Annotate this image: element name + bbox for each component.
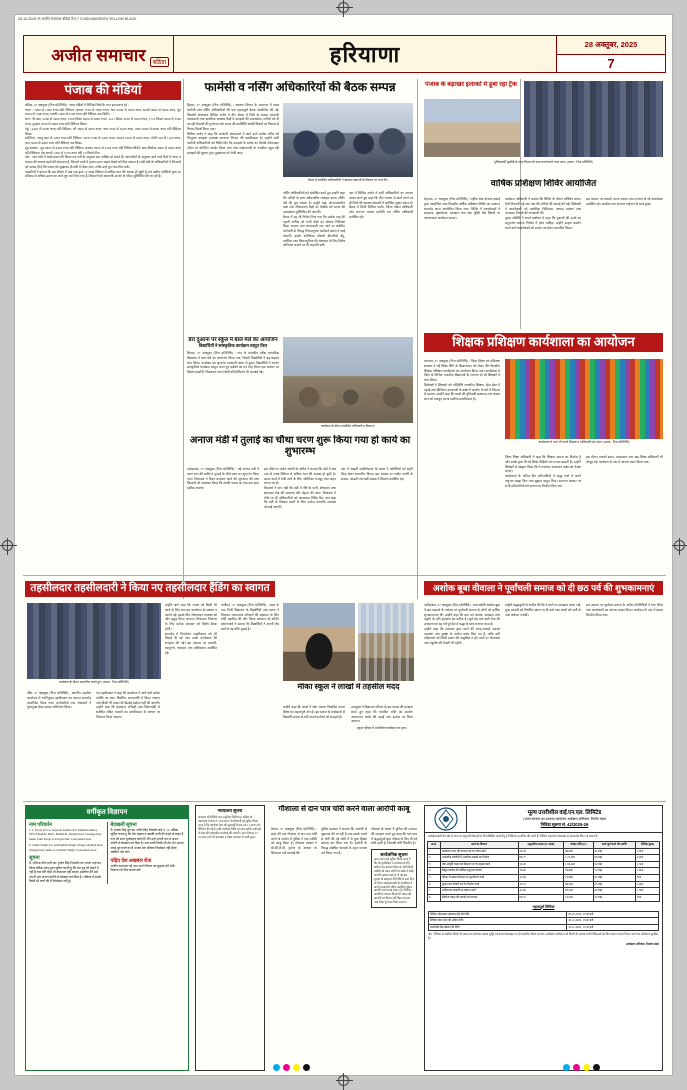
school-lakh-para: उन्होंने कहा कि बच्चों में सेवा भावना विकसित करना शिक्षा का महत्वपूर्ण अंग है। इस प्रकार के कार्यक्रमों से विद्यार्थी समाज के प्रति अपने कर्तव्यों को समझते हैं। xyxy=(283,705,345,719)
gaushala-para: गौशाला के प्रधान ने पुलिस की तत्परता की सराहना करते हुए कहा कि दान पात्र में श्रद्धालुओं द्वारा गौसेवा के लिए दी गई राशि रहती है, जिसकी चोरी निंदनीय है। xyxy=(371,827,417,846)
magenta-dot xyxy=(283,1064,290,1071)
cell-cost: 24.50 xyxy=(518,848,564,855)
classified-divider xyxy=(107,822,108,884)
classified-item: अजीत समाचार पढ़ें तथा अपने विचार एवं सुझाव हमें भेजें। विज्ञापन के लिए संपर्क करें। xyxy=(110,863,176,873)
cell-period: 02 माह xyxy=(593,894,635,901)
cell-sr: 3 xyxy=(428,861,441,868)
cell-work: सीवरेज लाइन की सफाई एवं मरम्मत xyxy=(440,894,518,901)
workshop-text-3 xyxy=(586,455,663,571)
ashok-headline: अशोक बूबा वीवाला ने पूर्वांचली समाज को दी छठ पर्व की शुभकामनाएं xyxy=(424,581,663,595)
classified-subhead: नाम परिवर्तन xyxy=(29,823,52,828)
pharmacy-para: अंत में सिविल सर्जन ने सभी अधिकारियों का आभार व्यक्त करते हुए कहा कि टीम भावना से कार्य करने पर ही जिले की स्वास्थ्य सेवाओं में अपेक्षित सुधार संभव है। बैठक में डिप्टी सिविल सर्जन, जिला नोडल अधिकारी तथा लगभग पचास फार्मेसी एवं नर्सिंग अधिकारी उपस्थित रहे। xyxy=(349,191,413,219)
tehsildar-headline: तहसीलदार तहसीलदारी ने किया नए तहसीलदार हैंडिंग का स्वागत xyxy=(25,581,275,597)
yellow-dot xyxy=(293,1064,300,1071)
ashok-text-1 xyxy=(424,603,500,793)
mandi-para: गुड़-शक्कर : गुड़ 3800 से 4200 रुपए प्रति क्विंटल, शक्कर 3900 से 4100 रुपए प्रति क्विंटल बिकी। खल-बिनौला 2600 से 2900 रुपए प्रति क्विंटल। तेल सरसों 1450 से 1550 रुपए प्रति 15 किलो टीन। xyxy=(25,145,181,155)
school-lakh-headline: मीका स्कूल ने लाखों में तहसील मदद xyxy=(297,683,400,691)
table-row xyxy=(428,848,660,855)
anaj-para: किसानों ने मांग रखी कि मंडी में पीने के पानी, शौचालय तथा छायादार शेड की व्यवस्था और बेहतर की जाए। विधायक ने मौके पर ही अधिकारियों को आवश्यक निर्देश दिए तथा कहा कि मंडी के विकास कार्यों के लिए पर्याप्त धनराशि उपलब्ध करवाई जाएगी। xyxy=(264,486,336,510)
cell-sr: 8 xyxy=(428,894,441,901)
classified-subhead: पढ़िए देश अखबार रोज xyxy=(110,858,152,864)
cell-period: 04 माह xyxy=(593,888,635,895)
tender-dates-title: महत्वपूर्ण तिथियां xyxy=(532,904,555,909)
mandi-lead: बठिंडा, 27 अक्तूबर (निज प्रतिनिधि) : आज मंडियों में विभिन्न जिंसों के भाव इस प्रकार रहे : xyxy=(25,102,129,107)
anaj-para: अंत में आढ़ती एसोसिएशन के प्रधान ने अतिथियों को स्मृति चिन्ह देकर सम्मानित किया। इस अवसर पर मार्केट कमेटी के सदस्य, आढ़ती तथा बड़ी संख्या में किसान उपस्थित रहे। xyxy=(341,467,413,481)
page-number: 7 xyxy=(607,56,615,71)
table-row xyxy=(428,868,660,875)
school-fair-headline: डेरा दुआना पर स्कूल में बाल मेले का आयोजन xyxy=(188,337,278,343)
cyan-dot xyxy=(563,1064,570,1071)
anaj-text-2 xyxy=(264,467,336,571)
pharmacy-photo-caption-wrap xyxy=(283,178,413,182)
story-teacher-workshop xyxy=(424,333,663,352)
table-row xyxy=(428,861,660,868)
tender-intro: अधोहस्ताक्षरी की ओर से पात्र एवं अनुभवी ठेकेदारों से निम्नलिखित कार्यों हेतु ई-निविदाएं आमंत्रित की जाती हैं। निविदा दस्तावेज वेबसाइट से डाउनलोड किए जा सकते हैं। xyxy=(428,834,599,838)
classified-section xyxy=(25,805,189,1071)
cell-sr: 2 xyxy=(428,855,441,862)
workshop-headline: शिक्षक प्रशिक्षण कार्यशाला का आयोजन xyxy=(424,333,663,352)
cell-period: 03 माह xyxy=(593,848,635,855)
cell-sr: 1 xyxy=(428,848,441,855)
mandi-para: आढ़तियों ने बताया कि इस सीजन में अब तक कुल 12 लाख क्विंटल से अधिक धान की आवक हो चुकी है तथा खरीद एजेंसियों द्वारा 95 प्रतिशत से अधिक उठान का कार्य पूरा कर लिया गया है। किसानों को अदायगी 48 घंटे के भीतर सुनिश्चित की जा रही है। xyxy=(25,169,181,179)
cell-emd: 83,200 xyxy=(564,888,593,895)
notice-body: आम जनता को सूचित किया जाता है कि मेरे मुवक्किल ने उपरोक्त संपत्ति खरीदने का इकरार किया है। यदि किसी व्यक्ति को उक्त संपत्ति के संबंध में कोई आपत्ति अथवा दावा है तो वह इस सूचना के प्रकाशन की तिथि से सात दिन के भीतर अधोहस्ताक्षरी के कार्यालय में अपने दस्तावेजों सहित उपस्थित होकर आपत्ति दर्ज करवा सकता है। निश्चित अवधि के पश्चात किसी भी प्रकार की आपत्ति पर विचार नहीं किया जाएगा तथा सौदा पूर्ण कर दिया जाएगा। xyxy=(374,857,414,905)
anaj-text-3 xyxy=(341,467,413,571)
tender-notice xyxy=(424,805,663,1071)
school-fair-para: सिरसा, 27 अक्तूबर (निज प्रतिनिधि) : गांव के राजकीय वरिष्ठ माध्यमिक विद्यालय में बाल मेले का आयोजन किया गया, जिसमें विद्यार्थियों ने बढ़-चढ़कर भाग लिया। कार्यक्रम का शुभारंभ सरस्वती वंदना से हुआ। विद्यार्थियों ने रंगारंग सांस्कृतिक कार्यक्रम प्रस्तुत करते हुए दर्शकों का मन मोह लिया। इस अवसर पर विज्ञान प्रदर्शनी, चित्रकला तथा रंगोली प्रतियोगिताएं भी करवाई गईं। xyxy=(187,350,279,375)
edition-date: 28 अक्तूबर, 2025 xyxy=(557,36,665,55)
tender-nit-number: निविदा सूचना सं. 42/2025-26 xyxy=(540,822,589,827)
pharmacy-photo-caption: बैठक में उपस्थित अधिकारियों ने स्वास्थ्य सेवाओं के विस्तार पर चर्चा की। xyxy=(307,178,389,182)
anaj-text-1 xyxy=(187,467,259,571)
notice-title: न्यायालय सूचना xyxy=(217,808,243,813)
date-value: 19-11-2025, 11:30 बजे xyxy=(567,924,659,931)
pharmacy-text-left xyxy=(187,103,279,333)
mandi-para: सब्जियां : आलू 800 से 1200 रुपए प्रति क्विंटल, प्याज 1500 से 2200 रुपए, टमाटर 1000 से 1800 रुपए, गोभी 700 से 1100 रुपए, मटर 3000 से 4000 रुपए प्रति क्विंटल तक बिका। xyxy=(25,136,181,146)
registration-mark-left xyxy=(2,540,13,551)
anaj-mandi-photo xyxy=(283,337,413,423)
workshop-para: कार्यशाला के अंतिम दिन प्रतिभागियों ने समूह चर्चा में अपने अनुभव साझा किए तथा सुझाव प्रस्तुत किए। समापन अवसर पर सभी प्रतिभागियों को प्रमाण पत्र वितरित किए गए। xyxy=(505,474,581,488)
cell-period: 04 माह xyxy=(593,861,635,868)
cell-cost: 09.75 xyxy=(518,894,564,901)
masthead xyxy=(23,35,666,73)
date-label: निविदा जमा करने की अंतिम तिथि xyxy=(429,918,567,925)
cell-emd: 19,500 xyxy=(564,894,593,901)
cell-fee: 2,000 xyxy=(635,855,659,862)
section-rule xyxy=(23,801,666,802)
cell-period: 06 माह xyxy=(593,855,635,862)
gaushala-para: कैथल, 27 अक्तूबर (निज प्रतिनिधि) : शहर की एक गौशाला से दान पात्र चोरी करने के आरोप में पुलिस ने एक व्यक्ति को काबू किया है। गौशाला प्रबंधन ने सी.सी.टी.वी. फुटेज के आधार पर शिकायत दर्ज करवाई थी। xyxy=(271,827,317,855)
tehsildar-caption-wrap xyxy=(27,680,161,684)
training-para: कार्यक्रम अधिकारी ने बताया कि शिविर के दौरान प्रतिदिन प्रभात फेरी निकाली गई तथा गांव की गलियों की सफाई की गई। विशेषज्ञों ने स्वयंसेवकों को प्राथमिक चिकित्सा, आपदा प्रबंधन तथा यातायात नियमों की जानकारी दी। xyxy=(505,197,581,216)
mandi-para: नोट : भाव मंडी में आई फसल की किस्म एवं नमी के अनुसार कम अधिक हो सकते हैं। व्यापारियों के अनुसार आने वाले दिनों में नरमा व कपास की आवक बढ़ने की संभावना है, जिससे भावों में हल्का उतार-चढ़ाव देखने को मिल सकता है। मंडी बोर्ड के अधिकारियों ने किसानों को सलाह दी है कि फसल को सुखाकर ही मंडी में लेकर आएं, ताकि उन्हें पूरा भाव मिल सके। xyxy=(25,155,181,169)
tender-col-cost: अनुमानित लागत (रु. लाख) xyxy=(518,841,564,848)
tehsildar-photo xyxy=(27,603,161,679)
notice-column-2 xyxy=(371,827,417,1067)
story-training-report xyxy=(424,179,663,189)
date-label: तकनीकी बिड खोलने की तिथि xyxy=(429,924,567,931)
training-para: इस अवसर पर प्राचार्य, स्टाफ सदस्य तथा लगभग दो सौ स्वयंसेवक उपस्थित रहे। कार्यक्रम का समापन राष्ट्रगान के साथ हुआ। xyxy=(586,197,663,206)
tender-table xyxy=(427,841,660,902)
classified-subhead: सूचना xyxy=(29,856,40,862)
yellow-dot xyxy=(583,1064,590,1071)
black-dot xyxy=(593,1064,600,1071)
tender-org: मूल्य उत्तरीशील वाई.एन.एल. लिमिटेड xyxy=(527,810,602,816)
tehsildar-text-1 xyxy=(27,691,91,791)
cell-fee: 1,500 xyxy=(635,861,659,868)
cell-work: विद्युत उपकेंद्र की वार्षिक अनुरक्षण सेवाएं xyxy=(440,868,518,875)
ashok-para: फरीदाबाद, 27 अक्तूबर (निज प्रतिनिधि) : समाजसेवी अशोक बूबा ने छठ महापर्व के अवसर पर पूर्वांचली समाज के लोगों को हार्दिक शुभकामनाएं दीं। उन्होंने कहा कि छठ पर्व आस्था, स्वच्छता तथा प्रकृति के प्रति कृतज्ञता का प्रतीक है। सूर्य देव तथा छठी मैया की उपासना का यह पर्व पूरे देश में श्रद्धा के साथ मनाया जाता है। xyxy=(424,603,500,627)
anaj-headline: अनाज मंडी में तुलाई का चौथा चरण शुरू किया गया हो कार्य का शुभारम्भ xyxy=(189,435,411,457)
date-value: 18-11-2025, 15:00 बजे xyxy=(567,918,659,925)
table-row xyxy=(428,894,660,901)
cell-sr: 5 xyxy=(428,875,441,882)
gaushala-text-1 xyxy=(271,827,317,1067)
ashok-para: उन्होंने कहा कि प्रशासन द्वारा घाटों की साफ-सफाई, प्रकाश व्यवस्था तथा सुरक्षा के पर्याप्त प्रबंध किए गए हैं, ताकि व्रती महिलाओं को किसी प्रकार की असुविधा न हो। घाटों पर गोताखोर तथा एंबुलेंस की तैनाती भी रहेगी। xyxy=(424,626,500,646)
registration-mark-right xyxy=(674,540,685,551)
classified-item: 1. I, Pooja W/o Lovepreet Kumar R/o Mukh Kamboj, VPO Ghudda, Distt. Bathinda, Punjab have Changed my name from Pooja to Poojawanti. Concerned note. xyxy=(29,828,102,841)
notice-column-1 xyxy=(195,805,265,1071)
bridge-photo-secondary xyxy=(424,99,520,157)
edition-city-badge: बठिंडा xyxy=(150,57,169,67)
cell-sr: 4 xyxy=(428,868,441,875)
training-headline: वार्षिक प्रशिक्षण शिविर आयोजित xyxy=(490,179,597,188)
pharmacy-para: सिविल सर्जन ने कहा कि सरकारी अस्पतालों में आने वाले प्रत्येक मरीज को निःशुल्क दवाइयां उपलब्ध करवाना विभाग की प्राथमिकता है। उन्होंने सभी फार्मेसी अधिकारियों को निर्देश दिए कि दवाइयों के स्टॉक का रिकॉर्ड ऑनलाइन पोर्टल पर प्रतिदिन अपडेट किया जाए तथा एक्सपायरी के नजदीक पहुंच रही दवाइयों की सूचना तुरंत मुख्यालय को भेजी जाए। xyxy=(187,131,279,155)
tehsildar-para: उन्होंने आगे कहा कि जनता को किसी भी कार्य के लिए बार-बार कार्यालय के चक्कर न काटने पड़ें, इसके लिए ऑनलाइन व्यवस्था को और सुदृढ़ किया जाएगा। शिकायत निवारण के लिए प्रत्येक सोमवार को विशेष बैठक होगी। xyxy=(165,603,217,631)
section-rule xyxy=(23,575,666,576)
cell-work: परिसर में उद्यान विकास एवं वृक्षारोपण कार्य xyxy=(440,875,518,882)
school-lakh-para: पानीपत, 27 अक्तूबर (निज प्रतिनिधि) : शहर के एक निजी विद्यालय के विद्यार्थियों तथा स्टाफ ने मिलकर जरूरतमंद परिवारों की सहायता के लिए राशि एकत्रित की और जिला प्रशासन को सौंपी। प्रधानाचार्य ने बताया कि विद्यार्थियों ने अपनी जेब खर्च से यह राशि जुटाई है। xyxy=(221,603,279,631)
cell-emd: 1,73,500 xyxy=(564,855,593,862)
school-lakh-text-2 xyxy=(283,705,345,795)
tender-dates-table xyxy=(428,911,659,932)
cell-fee: 1,000 xyxy=(635,881,659,888)
notice-body: अदालत श्री सिविल जज (जूनियर डिवीजन), बठिंडा के न्यायालय में केस नं. 745/2025 में प्रतिवादी को सूचित किया जाता है कि उपरोक्त केस की सुनवाई दिनांक 20-11-2025 को निश्चित की गई है। यदि उपरोक्त तिथि पर आप हाजिर नहीं होते तो केस की एकपक्षीय कार्रवाई की जाएगी। आज दिनांक 27-10-2025 को मेरे हस्ताक्षर व मोहर अदालत से जारी हुआ। xyxy=(198,815,262,839)
cell-period: 12 माह xyxy=(593,868,635,875)
tender-subtitle: (भारत सरकार का उपक्रम) कार्यालय अधीक्षण अभियंता, निर्माण मंडल xyxy=(523,817,606,821)
cell-fee: 500 xyxy=(635,894,659,901)
classified-item: 2. Jatina Singh S/o Gurbakhsh Singh village Ghudda have changed my name to Jatinder Singh. Concerned note. xyxy=(29,843,104,852)
printer-info-text: 28-10-2025 ॐ अजीत समाचार बठिंडा पेज 7 CYAN MAGENTA YELLOW BLACK xyxy=(18,17,137,21)
story-mandi xyxy=(25,81,181,179)
bridge-caption-wrap xyxy=(424,160,663,164)
workshop-para: इस दौरान प्राचार्य डायट, व्याख्याता तथा खंड शिक्षा अधिकारी भी मौजूद रहे। कार्यक्रम के अंत में आभार प्रकट किया गया। xyxy=(586,455,663,464)
cell-work: अग्निशमन प्रणाली का उन्नयन कार्य xyxy=(440,888,518,895)
tender-col-fee: निविदा शुल्क xyxy=(635,841,659,848)
tehsildar-text-3 xyxy=(165,603,217,791)
workshop-caption-wrap xyxy=(505,440,663,444)
masthead-section xyxy=(174,36,557,72)
ashok-para: उन्होंने श्रद्धालुओं से अपील की कि वे घाटों पर स्वच्छता बनाए रखें, पूजा सामग्री को निर्धारित स्थान पर ही डालें तथा बच्चों को पानी के पास अकेला न छोड़ें। xyxy=(505,603,581,617)
training-para: रोहतक, 27 अक्तूबर (निज प्रतिनिधि) : राष्ट्रीय सेवा योजना इकाई द्वारा आयोजित सात दिवसीय वार्षिक प्रशिक्षण शिविर का समापन समारोह आज आयोजित किया गया। शिविर में स्वयंसेवकों ने स्वच्छता, वृक्षारोपण, रक्तदान तथा नशा मुक्ति जैसे विषयों पर जागरूकता कार्यक्रम चलाए। xyxy=(424,197,500,221)
tehsildar-text-2 xyxy=(96,691,160,791)
table-row xyxy=(428,888,660,895)
story-gaushala xyxy=(271,805,417,813)
classified-header: वर्गीकृत विज्ञापन xyxy=(26,806,188,819)
color-registration-bars xyxy=(15,1064,672,1072)
workshop-text-1 xyxy=(424,359,500,569)
cell-cost: 12.90 xyxy=(518,875,564,882)
cell-cost: 86.75 xyxy=(518,855,564,862)
mandi-para: धान : पी.आर. 2200 से 2400 रुपए, 1509 किस्म 2600 से 2900 रुपए, 1121 किस्म 3100 से 3500 रुपए, 1718 किस्म 3000 से 3300 रुपए, मुच्छल 2500 से 2800 रुपए प्रति क्विंटल बिका। xyxy=(25,117,181,126)
magenta-dot xyxy=(573,1064,580,1071)
school-lakh-photo xyxy=(283,603,355,681)
tehsildar-para: नए तहसीलदार ने कहा कि कार्यालय में आने वाले प्रत्येक व्यक्ति का काम निर्धारित समयावधि में किया जाएगा तथा किसी भी प्रकार की ढिलाई बर्दाश्त नहीं की जाएगी। उन्होंने कहा कि इंतकाल, रजिस्ट्री तथा निशानदेही से संबंधित लंबित मामलों का प्राथमिकता के आधार पर निपटारा किया जाएगा। xyxy=(96,691,160,719)
school-lakh-text-1 xyxy=(221,603,279,763)
story-tehsildar xyxy=(25,581,275,597)
anaj-para: फतेहाबाद, 27 अक्तूबर (निज प्रतिनिधि) : नई अनाज मंडी में आज धान की खरीद व तुलाई के चौथे चरण का शुभारंभ किया गया। विधायक ने रिबन काटकर कार्य की शुरुआत की तथा किसानों को आश्वस्त किया कि उनकी फसल का एक-एक दाना खरीदा जाएगा। xyxy=(187,467,259,491)
cell-cost: 41.60 xyxy=(518,888,564,895)
cyan-dot xyxy=(273,1064,280,1071)
registration-mark-top xyxy=(338,2,349,13)
cell-emd: 49,000 xyxy=(564,848,593,855)
cell-emd: 36,800 xyxy=(564,868,593,875)
tender-col-sr: क्र.सं. xyxy=(428,841,441,848)
training-para: मुख्य अतिथि ने अपने संबोधन में कहा कि युवाओं की ऊर्जा का सदुपयोग समाज निर्माण में होना चाहिए। उन्होंने उत्कृष्ट प्रदर्शन करने वाले स्वयंसेवकों को प्रमाण पत्र देकर सम्मानित किया। xyxy=(505,216,581,230)
mandi-headline: पंजाब की मंडियां xyxy=(25,81,181,100)
bridge-headline: पंजाब के बड़ाखर इलाकों में डूबा रहा ट्रैक xyxy=(425,81,517,88)
column-rule xyxy=(417,79,418,599)
anaj-para: इस मौके पर मार्केट कमेटी के सचिव ने बताया कि मंडी में अब तक दो लाख क्विंटल से अधिक धान की आवक हो चुकी है। उठान कार्य में तेजी लाने के लिए अतिरिक्त मजदूर तथा वाहन लगाए गए हैं। xyxy=(264,467,336,486)
mandi-para: नरमा : 7000 से 7400 रुपए प्रति क्विंटल, कपास 7100 से 7600 रुपए, ग्वार 4500 से 5000 रुपए, सरसों 5800 से 6300 रुपए, मूंग 6500 से 7200 रुपए, मक्की 1900 से 2100 रुपए प्रति क्विंटल तक बिकी। xyxy=(25,107,181,117)
story-pharmacy xyxy=(187,81,413,94)
workshop-para: विशेषज्ञों ने शिक्षकों को गतिविधि आधारित शिक्षण, खेल-खेल में पढ़ाई तथा डिजिटल उपकरणों के कक्षा में उपयोग के बारे में विस्तार से बताया। उन्होंने कहा कि बच्चों की बुनियादी साक्षरता तथा संख्या ज्ञान को मजबूत करना सर्वोच्च प्राथमिकता है। xyxy=(424,382,500,402)
date-value: 29-10-2025, 11:00 बजे xyxy=(567,911,659,918)
anaj-caption-wrap xyxy=(283,424,413,428)
story-school-fair xyxy=(187,337,279,375)
tehsildar-para: जींद, 27 अक्तूबर (निज प्रतिनिधि) : स्थानीय तहसील कार्यालय में नवनियुक्त तहसीलदार का स्वागत समारोह आयोजित किया गया। कर्मचारियों तथा नंबरदारों ने पुष्पगुच्छ देकर उनका अभिनंदन किया। xyxy=(27,691,91,710)
bridge-photo xyxy=(524,81,663,157)
table-row xyxy=(429,911,659,918)
cell-sr: 7 xyxy=(428,888,441,895)
tender-table-header-row xyxy=(428,841,660,848)
masthead-logo-area xyxy=(24,36,174,72)
classified-item: मैं, राजिन्द्र कौर पत्नी स्व. गुरदेव सिंह निवासी गांव भगता भाई का, जिला बठिंडा एतद् द्वारा सूचित करती हूं कि मेरा पुत्र मेरे कहने में नहीं है तथा मेरी कोई भी देखभाल नहीं करता। इसलिए मैंने उसे अपनी चल-अचल संपत्ति से बेदखल कर दिया है। भविष्य में उसके किसी भी कार्य की मैं जिम्मेदार नहीं हूं। xyxy=(29,861,102,884)
street-photo xyxy=(358,603,414,681)
table-row xyxy=(428,875,660,882)
ashok-text-3 xyxy=(586,603,663,793)
school-lakh-caption: स्कूल परिसर में आयोजित कार्यक्रम का दृश्य। xyxy=(357,726,407,731)
pharmacy-text-right xyxy=(349,191,413,331)
table-row xyxy=(429,918,659,925)
cell-emd: 1,04,400 xyxy=(564,861,593,868)
cell-fee: 1,000 xyxy=(635,848,659,855)
tehsildar-para: समारोह में निवर्तमान तहसीलदार को भी विदाई दी गई तथा उनके कार्यकाल की सराहना की गई। इस अवसर पर पटवारी, कानूनगो, नंबरदार तथा अधिवक्ता उपस्थित रहे। xyxy=(165,631,217,655)
ashok-text-2 xyxy=(505,603,581,793)
mandi-para: गेहूं : 2425 से 2600 रुपए प्रति क्विंटल, जौ 1800 से 2000 रुपए, चना 5500 से 6100 रुपए, मसर 6200 से 6800 रुपए प्रति क्विंटल बिका। xyxy=(25,126,181,136)
masthead-date-area xyxy=(557,36,665,72)
school-fair-subhead: विद्यार्थियों ने सांस्कृतिक कार्यक्रम प्रस्तुत किए xyxy=(198,343,268,349)
gaushala-para: पुलिस प्रवक्ता ने बताया कि आरोपी से पूछताछ की जा रही है तथा उसके कब्जे से चोरी की गई राशि में से कुछ हिस्सा बरामद कर लिया गया है। आरोपी के विरुद्ध संबंधित धाराओं के तहत मामला दर्ज किया गया है। xyxy=(321,827,367,855)
classified-item: मैं, हरबंस सिंह पुत्र स्व. जगीर सिंह निवासी वार्ड नं. 12, बठिंडा सूचित करता हूं कि मेरा लड़का व उसकी पत्नी मेरे कहने से बाहर हैं तथा मेरे साथ दुर्व्यवहार करते हैं। मैंने उन्हें अपनी चल व अचल संपत्ति से बेदखल कर दिया है। अब उनके किसी भी लेन-देन अथवा अच्छे-बुरे कार्य का मैं अथवा मेरा परिवार जिम्मेदार नहीं होगा। संबंधित नोट करें। xyxy=(110,828,184,855)
pharmacy-headline: फार्मेसी व नर्सिंग अधिकारियों की बैठक सम्पन्न xyxy=(204,81,396,94)
newspaper-logo: अजीत समाचार xyxy=(51,45,146,65)
cell-work: कार्यालय भवन की मरम्मत एवं रंग-रोगन कार्य xyxy=(440,848,518,855)
tender-col-period: कार्य पूर्ण करने की अवधि xyxy=(593,841,635,848)
cell-cost: 52.20 xyxy=(518,861,564,868)
table-row xyxy=(429,924,659,931)
cell-cost: 18.40 xyxy=(518,868,564,875)
anaj-photo-caption: कार्यक्रम के दौरान उपस्थित अधिकारी व किसान। xyxy=(320,424,376,428)
tender-col-work: कार्य का विवरण xyxy=(440,841,518,848)
cell-fee: 500 xyxy=(635,875,659,882)
pharmacy-para: नर्सिंग अधिकारियों को संबोधित करते हुए उन्होंने कहा कि मरीजों के साथ संवेदनशील व्यवहार करना नर्सिंग पेशे की मूल भावना है। प्रसूति वार्ड, आपातकालीन कक्ष तथा टीकाकरण केंद्रों पर चौबीस घंटे स्टाफ की उपलब्धता सुनिश्चित की जाएगी। xyxy=(283,191,345,215)
tender-logo-icon xyxy=(425,806,467,832)
pharmacy-para: बैठक में यह भी निर्णय लिया गया कि प्रत्येक माह की पहली तारीख को सभी केंद्रों का औचक निरीक्षण किया जाएगा तथा लापरवाही पाए जाने पर संबंधित कर्मचारी के विरुद्ध नियमानुसार कार्रवाई अमल में लाई जाएगी। इसके अतिरिक्त मौसमी बीमारियों डेंगू, मलेरिया तथा चिकनगुनिया की रोकथाम के लिए विशेष अभियान चलाने पर भी सहमति बनी। xyxy=(283,214,345,248)
table-row xyxy=(428,855,660,862)
workshop-para: करनाल, 27 अक्तूबर (निज प्रतिनिधि) : जिला शिक्षा एवं प्रशिक्षण संस्थान में नई शिक्षा नीति के क्रियान्वयन को लेकर तीन दिवसीय शिक्षक प्रशिक्षण कार्यशाला का आयोजन किया गया। कार्यशाला में जिले के विभिन्न राजकीय विद्यालयों के लगभग दो सौ शिक्षकों ने भाग लिया। xyxy=(424,359,500,383)
ashok-para: इस अवसर पर पूर्वांचल समाज के अनेक प्रतिनिधियों ने भाग लिया तथा आयोजकों का आभार व्यक्त किया। कार्यक्रम के अंत में प्रसाद वितरित किया गया। xyxy=(586,603,663,617)
cell-work: जल आपूर्ति लाइन का विस्तार एवं पंप हाउस कार्य xyxy=(440,861,518,868)
newspaper-page xyxy=(14,14,673,1076)
registration-mark-bottom xyxy=(338,1075,349,1086)
pharmacy-photo xyxy=(283,103,413,177)
school-lakh-text-3 xyxy=(351,705,413,795)
training-text-1 xyxy=(424,197,500,327)
tender-signature: अधीक्षण अभियंता, निर्माण मंडल xyxy=(625,942,659,947)
workshop-text-2 xyxy=(505,455,581,571)
cell-work: सुरक्षा चार दीवारी एवं गेट निर्माण कार्य xyxy=(440,881,518,888)
workshop-photo-caption: कार्यशाला में भाग लेने वाले शिक्षक व अधिकारी एक साथ। (छाया : निज प्रतिनिधि) xyxy=(538,440,630,444)
pharmacy-text-mid xyxy=(283,191,345,331)
cell-fee: 1,500 xyxy=(635,888,659,895)
tehsildar-photo-caption: कार्यक्रम के दौरान सम्मानित करते हुए। (छाया : निज प्रतिनिधि) xyxy=(59,680,129,684)
workshop-para: जिला शिक्षा अधिकारी ने कहा कि शिक्षक समाज का निर्माता है और उसके द्वारा दी गई शिक्षा पीढ़ियों तक प्रभाव डालती है। उन्होंने शिक्षकों से आह्वान किया कि वे नवाचार अपनाकर कक्षा को रोचक बनाएं। xyxy=(505,455,581,474)
gaushala-text-2 xyxy=(321,827,367,1067)
pharmacy-para: हिसार, 27 अक्तूबर (निज प्रतिनिधि) : स्वास्थ्य विभाग के सभागार में आज फार्मेसी तथा नर्सिंग अधिकारियों की एक महत्वपूर्ण बैठक आयोजित की गई, जिसकी अध्यक्षता सिविल सर्जन ने की। बैठक में जिले के समस्त सरकारी अस्पतालों तथा प्राथमिक स्वास्थ्य केंद्रों में दवाइयों की उपलब्धता, मरीजों को दी जा रही सेवाओं की गुणवत्ता तथा स्टाफ की उपस्थिति संबंधी विषयों पर विस्तार से विचार-विमर्श किया गया। xyxy=(187,103,279,131)
cell-period: 02 माह xyxy=(593,875,635,882)
cell-emd: 66,200 xyxy=(564,881,593,888)
workshop-photo xyxy=(505,359,663,439)
cell-fee: 1,000 xyxy=(635,868,659,875)
story-anaj-mandi xyxy=(187,435,413,457)
school-lakh-para: उपायुक्त ने विद्यालय परिवार के इस प्रयास की सराहना करते हुए कहा कि एकत्रित राशि का उपयोग जरूरतमंद बच्चों की पढ़ाई तथा इलाज पर किया जाएगा। xyxy=(351,705,413,724)
notice-title: सार्वजनिक सूचना xyxy=(380,852,408,858)
tender-col-emd: धरोहर राशि (रु.) xyxy=(564,841,593,848)
tender-footer-note: नोट : निविदा से संबंधित किसी भी प्रकार का संशोधन अथवा शुद्धि पत्र केवल वेबसाइट पर ही प्रकाशित किया जाएगा। अधीक्षण अभियंता को किसी भी अथवा सभी निविदाओं को बिना कारण बताए निरस्त करने का अधिकार सुरक्षित है। xyxy=(428,932,659,941)
gaushala-headline: गौशाला से दान पात्र चोरी करने वाला आरोपी काबू xyxy=(278,805,410,813)
column-rule xyxy=(183,79,184,599)
cell-emd: 25,800 xyxy=(564,875,593,882)
black-dot xyxy=(303,1064,310,1071)
section-title: हरियाणा xyxy=(329,42,401,67)
table-row xyxy=(428,881,660,888)
cell-period: 05 माह xyxy=(593,881,635,888)
classified-subhead: बेदखली सूचना xyxy=(110,823,137,828)
bridge-photo-caption: पुलिसकर्मी मुस्तैदी से जांच विभाग के साथ कार्य करते नजर आए। (छाया : निज प्रतिनिधि) xyxy=(494,160,593,164)
training-text-3 xyxy=(586,197,663,327)
cell-cost: 33.10 xyxy=(518,881,564,888)
cell-sr: 6 xyxy=(428,881,441,888)
story-ashok xyxy=(424,581,663,595)
date-label: निविदा ऑनलाइन उपलब्ध होने की तिथि xyxy=(429,911,567,918)
school-lakh-headline-wrap xyxy=(283,683,414,692)
cell-work: आवासीय कॉलोनी में आंतरिक सड़कों का निर्माण xyxy=(440,855,518,862)
training-text-2 xyxy=(505,197,581,327)
